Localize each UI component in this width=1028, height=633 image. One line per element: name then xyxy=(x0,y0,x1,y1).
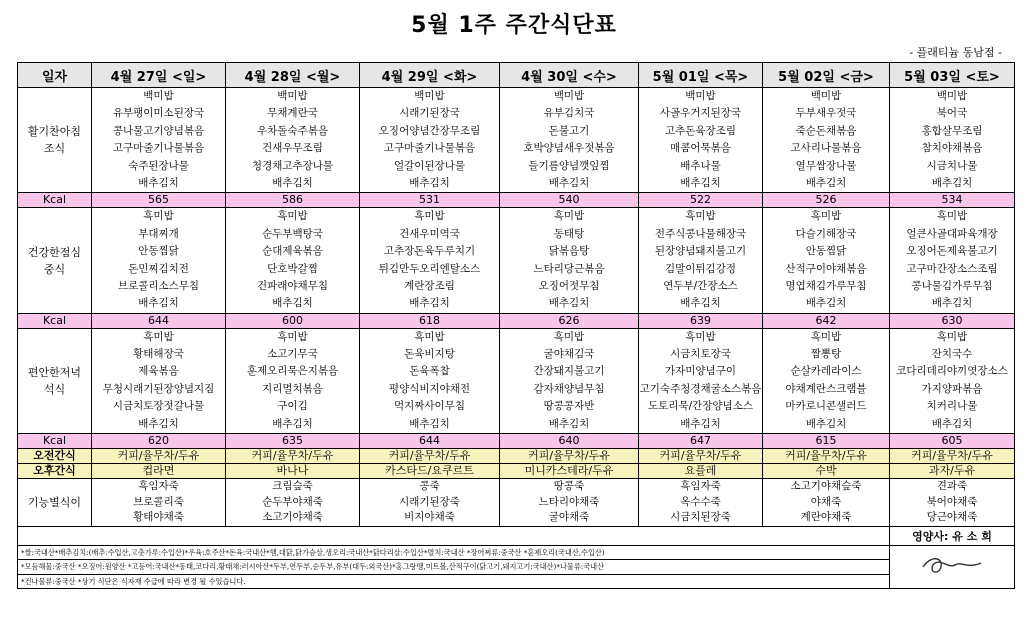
lunch-kcal-row xyxy=(18,313,1015,328)
menu-item: 안동찜닭 xyxy=(138,245,179,258)
menu-item: 소고기무국 xyxy=(267,348,318,361)
menu-item: 땅콩콩자반 xyxy=(543,400,595,413)
menu-item: 돈육비지탕 xyxy=(404,348,455,361)
breakfast-label-line: 활기찬아침 xyxy=(27,125,82,139)
kcal-value: 540 xyxy=(500,193,639,208)
porridge-item: 브로콜리죽 xyxy=(133,495,184,508)
menu-item: 배추김치 xyxy=(272,417,313,430)
breakfast-day-cell xyxy=(500,88,639,193)
kcal-value: 620 xyxy=(92,434,226,449)
menu-item: 배추김치 xyxy=(680,417,721,430)
menu-item: 순살카레라이스 xyxy=(790,365,862,378)
snack-item: 커피/율무차/두유 xyxy=(639,449,763,464)
dinner-day-cell xyxy=(890,328,1015,433)
breakfast-row xyxy=(18,88,1015,193)
functional-diet-cell xyxy=(360,479,500,527)
notes-row xyxy=(18,574,1015,589)
menu-item: 된장양념돼지불고기 xyxy=(654,245,747,258)
menu-item: 배추김치 xyxy=(931,176,973,189)
kcal-value: 615 xyxy=(763,434,890,449)
kcal-value: 635 xyxy=(226,434,360,449)
menu-item: 두부새우젓국 xyxy=(795,107,857,120)
porridge-item: 느타리야채죽 xyxy=(538,495,600,508)
menu-item: 고구마줄기나물볶음 xyxy=(112,142,205,155)
functional-diet-label: 기능별식이 xyxy=(18,479,92,527)
empty-cell xyxy=(18,526,890,545)
menu-item: 마카로니콘샐러드 xyxy=(785,400,867,413)
menu-item: 무채계란국 xyxy=(267,107,318,120)
menu-item: 흑미밥 xyxy=(936,210,968,223)
menu-item: 배추김치 xyxy=(805,297,847,310)
page-title: 5월 1주 주간식단표 xyxy=(411,13,617,38)
menu-item: 단호박갈찜 xyxy=(267,262,318,275)
kcal-label: Kcal xyxy=(18,434,92,449)
menu-item: 야채계란스크램블 xyxy=(785,382,867,395)
date-header-day: 4월 30일 <수> xyxy=(500,63,639,88)
menu-item: 고구마줄기나물볶음 xyxy=(383,142,476,155)
functional-diet-cell xyxy=(639,479,763,527)
breakfast-day-cell xyxy=(639,88,763,193)
breakfast-kcal-row xyxy=(18,193,1015,208)
menu-item: 브로콜리소스무침 xyxy=(117,279,200,292)
menu-item: 배추김치 xyxy=(138,417,179,430)
menu-item: 간장돼지불고기 xyxy=(533,365,605,378)
menu-item: 가자미양념구이 xyxy=(664,365,736,378)
pm-snack-row xyxy=(18,464,1015,479)
date-header-day: 4월 27일 <일> xyxy=(92,63,226,88)
porridge-item: 계란야채죽 xyxy=(800,511,852,524)
porridge-item: 흑임자죽 xyxy=(138,480,179,493)
menu-item: 연두부/간장소스 xyxy=(663,279,738,292)
lunch-day-cell xyxy=(360,208,500,313)
menu-item: 배추김치 xyxy=(272,297,313,310)
functional-diet-row xyxy=(18,479,1015,527)
header-row xyxy=(18,63,1015,88)
menu-item: 돈불고기 xyxy=(548,124,590,137)
menu-item: 굴야채김국 xyxy=(543,348,595,361)
weekly-menu-table xyxy=(17,62,1015,589)
lunch-day-cell xyxy=(500,208,639,313)
lunch-day-cell xyxy=(763,208,890,313)
dinner-day-cell xyxy=(763,328,890,433)
porridge-item: 견과죽 xyxy=(936,480,968,493)
snack-item: 바나나 xyxy=(226,464,360,479)
menu-item: 돈육폭찹 xyxy=(409,365,450,378)
origin-note: *건나물류:중국산 *상기 식단은 식자재 수급에 따라 변경 될 수있습니다. xyxy=(18,574,890,589)
porridge-item: 소고기야채죽 xyxy=(262,511,323,524)
menu-item: 배추김치 xyxy=(805,417,847,430)
breakfast-day-cell xyxy=(226,88,360,193)
kcal-value: 534 xyxy=(890,193,1015,208)
menu-item: 구이김 xyxy=(277,400,308,413)
date-header-day: 5월 01일 <목> xyxy=(639,63,763,88)
menu-item: 흑미밥 xyxy=(936,330,968,343)
menu-item: 닭볶음탕 xyxy=(548,245,590,258)
menu-item: 부대찌개 xyxy=(138,227,179,240)
menu-item: 가지양파볶음 xyxy=(921,382,983,395)
breakfast-label xyxy=(18,88,92,193)
dinner-day-cell xyxy=(500,328,639,433)
kcal-value: 531 xyxy=(360,193,500,208)
menu-item: 유부팽이미소된장국 xyxy=(112,107,205,120)
menu-item: 백미밥 xyxy=(553,90,585,102)
kcal-value: 526 xyxy=(763,193,890,208)
menu-item: 호박양념새우젓볶음 xyxy=(523,142,615,155)
menu-item: 제육볶음 xyxy=(138,365,179,378)
menu-item: 짬뽕탕 xyxy=(810,348,842,361)
snack-item: 요플레 xyxy=(639,464,763,479)
menu-item: 들기름양념깻잎찜 xyxy=(528,159,610,172)
notes-row xyxy=(18,545,1015,560)
dinner-row xyxy=(18,328,1015,433)
snack-item: 커피/율무차/두유 xyxy=(92,449,226,464)
menu-item: 백미밥 xyxy=(936,90,968,102)
breakfast-day-cell xyxy=(890,88,1015,193)
menu-item: 흑미밥 xyxy=(143,330,174,343)
porridge-item: 야채죽 xyxy=(810,495,842,508)
kcal-value: 626 xyxy=(500,313,639,328)
porridge-item: 황태야채죽 xyxy=(133,511,184,524)
snack-item: 커피/율무차/두유 xyxy=(890,449,1015,464)
menu-item: 지리멸치볶음 xyxy=(262,382,323,395)
lunch-day-cell xyxy=(92,208,226,313)
kcal-value: 640 xyxy=(500,434,639,449)
porridge-item: 굴야채죽 xyxy=(548,511,590,524)
kcal-value: 600 xyxy=(226,313,360,328)
dinner-label-line: 석식 xyxy=(43,382,66,396)
menu-item: 순두부백탕국 xyxy=(262,227,323,240)
functional-diet-cell xyxy=(500,479,639,527)
functional-diet-cell xyxy=(92,479,226,527)
menu-item: 흑미밥 xyxy=(277,330,308,343)
menu-item: 숙주된장나물 xyxy=(128,159,189,172)
menu-item: 얼큰사골대파육개장 xyxy=(906,227,998,240)
menu-item: 흑미밥 xyxy=(553,210,585,223)
date-header-day: 4월 28일 <월> xyxy=(226,63,360,88)
menu-item: 흑미밥 xyxy=(685,210,716,223)
lunch-day-cell xyxy=(226,208,360,313)
menu-item: 튀김만두오리엔탈소스 xyxy=(378,262,481,275)
breakfast-day-cell xyxy=(360,88,500,193)
menu-item: 흑미밥 xyxy=(143,210,174,223)
menu-item: 백미밥 xyxy=(143,90,174,102)
menu-item: 계란장조림 xyxy=(404,279,455,292)
kcal-value: 644 xyxy=(92,313,226,328)
menu-item: 오징어돈제육불고기 xyxy=(906,245,998,258)
menu-item: 동태탕 xyxy=(553,227,585,240)
porridge-item: 소고기야채슾죽 xyxy=(790,480,862,493)
kcal-value: 586 xyxy=(226,193,360,208)
menu-item: 배추김치 xyxy=(931,297,973,310)
menu-item: 배추김치 xyxy=(931,417,973,430)
menu-item: 시금치나물 xyxy=(926,159,978,172)
menu-item: 시금치토장국 xyxy=(670,348,731,361)
menu-item: 북어국 xyxy=(936,107,968,120)
menu-item: 배추김치 xyxy=(409,417,450,430)
porridge-item: 북어야채죽 xyxy=(926,495,978,508)
menu-item: 백미밥 xyxy=(685,90,716,102)
menu-item: 흑미밥 xyxy=(414,210,445,223)
kcal-label: Kcal xyxy=(18,193,92,208)
menu-item: 오징어양념간장무조림 xyxy=(378,124,481,137)
snack-item: 커피/율무차/두유 xyxy=(226,449,360,464)
signature-icon xyxy=(917,551,987,579)
breakfast-day-cell xyxy=(763,88,890,193)
restaurant-name: - 플래티늄 동남점 - xyxy=(909,46,1002,59)
menu-item: 고추돈육장조림 xyxy=(664,124,736,137)
menu-item: 김말이튀김강정 xyxy=(664,262,736,275)
snack-item: 커피/율무차/두유 xyxy=(500,449,639,464)
menu-item: 사골우거지된장국 xyxy=(659,107,742,120)
kcal-value: 605 xyxy=(890,434,1015,449)
menu-item: 건새우미역국 xyxy=(399,227,460,240)
dinner-day-cell xyxy=(226,328,360,433)
snack-item: 카스타드/요쿠르트 xyxy=(360,464,500,479)
nutritionist-row xyxy=(18,526,1015,545)
menu-item: 흑미밥 xyxy=(414,330,445,343)
menu-item: 배추김치 xyxy=(409,176,450,189)
functional-diet-cell xyxy=(890,479,1015,527)
menu-item: 훈제오리묵은지볶음 xyxy=(246,365,339,378)
pm-snack-label: 오후간식 xyxy=(18,464,92,479)
menu-item: 배추김치 xyxy=(138,176,179,189)
menu-item: 시래기된장국 xyxy=(399,107,460,120)
menu-item: 명엽채김가루무침 xyxy=(785,279,867,292)
dinner-day-cell xyxy=(360,328,500,433)
porridge-item: 옥수수죽 xyxy=(680,495,721,508)
snack-item: 수박 xyxy=(763,464,890,479)
lunch-row xyxy=(18,208,1015,313)
kcal-value: 565 xyxy=(92,193,226,208)
menu-item: 참치야채볶음 xyxy=(921,142,983,155)
porridge-item: 크림슾죽 xyxy=(272,480,313,493)
lunch-label-line: 중식 xyxy=(43,262,66,276)
origin-note: *모듬해물:중국산 *오징어:원양산 *고등어:국내산*동태,코다리,황태채:러시아산*두부,연두부,순두부,유부(대두:외국산)*홍그랑땡,미트볼,산적구이(닭고기,돼지고기:국내산)*나물류:국내산 xyxy=(18,560,890,575)
menu-item: 산적구이야채볶음 xyxy=(785,262,867,275)
menu-item: 무청시래기된장양념지짐 xyxy=(102,382,215,395)
menu-item: 백미밥 xyxy=(810,90,842,102)
porridge-item: 콩죽 xyxy=(419,480,440,493)
porridge-item: 비지야채죽 xyxy=(404,511,455,524)
date-header-label: 일자 xyxy=(18,63,92,88)
menu-item: 치커리나물 xyxy=(926,400,978,413)
menu-item: 콩나물고기양념볶음 xyxy=(112,124,205,137)
kcal-value: 647 xyxy=(639,434,763,449)
menu-item: 배추김치 xyxy=(409,297,450,310)
snack-item: 컵라면 xyxy=(92,464,226,479)
breakfast-day-cell xyxy=(92,88,226,193)
snack-item: 커피/율무차/두유 xyxy=(360,449,500,464)
porridge-item: 땅콩죽 xyxy=(553,480,585,493)
menu-item: 죽순돈채볶음 xyxy=(795,124,857,137)
am-snack-label: 오전간식 xyxy=(18,449,92,464)
menu-item: 평양식비지야채전 xyxy=(388,382,471,395)
functional-diet-cell xyxy=(226,479,360,527)
kcal-value: 630 xyxy=(890,313,1015,328)
menu-item: 건새우무조림 xyxy=(262,142,323,155)
menu-item: 배추나물 xyxy=(680,159,721,172)
menu-item: 유부김치국 xyxy=(543,107,595,120)
dinner-kcal-row xyxy=(18,434,1015,449)
menu-item: 감자채양념무침 xyxy=(533,382,605,395)
dinner-label xyxy=(18,328,92,433)
kcal-value: 639 xyxy=(639,313,763,328)
signature xyxy=(890,545,1015,589)
porridge-item: 흑임자죽 xyxy=(680,480,721,493)
menu-item: 얼갈이된장나물 xyxy=(393,159,465,172)
menu-item: 콩나물김가루무침 xyxy=(911,279,993,292)
menu-item: 먹지짜사이무침 xyxy=(393,400,465,413)
notes-row xyxy=(18,560,1015,575)
date-header-day: 5월 03일 <토> xyxy=(890,63,1015,88)
menu-item: 시금치토장젓갈나물 xyxy=(112,400,205,413)
menu-item: 흑미밥 xyxy=(685,330,716,343)
menu-item: 고사리나물볶음 xyxy=(790,142,862,155)
menu-item: 건파래야채무침 xyxy=(256,279,328,292)
menu-item: 오징어젓무침 xyxy=(538,279,600,292)
menu-item: 배추김치 xyxy=(272,176,313,189)
breakfast-label-line: 조식 xyxy=(43,142,66,156)
menu-item: 고구마간장소스조림 xyxy=(906,262,998,275)
kcal-value: 522 xyxy=(639,193,763,208)
snack-item: 커피/율무차/두유 xyxy=(763,449,890,464)
kcal-value: 642 xyxy=(763,313,890,328)
lunch-day-cell xyxy=(639,208,763,313)
menu-item: 백미밥 xyxy=(414,90,445,102)
menu-item: 배추김치 xyxy=(680,297,721,310)
kcal-label: Kcal xyxy=(18,313,92,328)
menu-item: 청경채고추장나물 xyxy=(251,159,334,172)
lunch-label xyxy=(18,208,92,313)
menu-item: 백미밥 xyxy=(277,90,308,102)
kcal-value: 644 xyxy=(360,434,500,449)
snack-item: 미니카스테라/두유 xyxy=(500,464,639,479)
dinner-day-cell xyxy=(92,328,226,433)
menu-item: 배추김치 xyxy=(680,176,721,189)
menu-item: 열무쌈장나물 xyxy=(795,159,857,172)
menu-item: 홍합살무조림 xyxy=(921,124,983,137)
date-header-day: 5월 02일 <금> xyxy=(763,63,890,88)
menu-item: 배추김치 xyxy=(548,297,590,310)
functional-diet-cell xyxy=(763,479,890,527)
dinner-day-cell xyxy=(639,328,763,433)
menu-item: 다슬기해장국 xyxy=(795,227,857,240)
menu-item: 흑미밥 xyxy=(810,210,842,223)
menu-item: 배추김치 xyxy=(548,176,590,189)
menu-item: 배추김치 xyxy=(548,417,590,430)
menu-item: 흑미밥 xyxy=(277,210,308,223)
menu-item: 돈민찌김치전 xyxy=(128,262,189,275)
nutritionist-name: 영양사: 유 소 희 xyxy=(890,526,1015,545)
menu-item: 고기숙주청경채굴소스볶음 xyxy=(639,382,762,395)
porridge-item: 순두부야채죽 xyxy=(262,495,323,508)
porridge-item: 시래기된장죽 xyxy=(399,495,460,508)
menu-item: 흑미밥 xyxy=(553,330,585,343)
kcal-value: 618 xyxy=(360,313,500,328)
porridge-item: 당근야채죽 xyxy=(926,511,978,524)
menu-item: 매콤어묵볶음 xyxy=(670,142,731,155)
menu-item: 느타리당근볶음 xyxy=(533,262,605,275)
menu-item: 황태해장국 xyxy=(133,348,184,361)
origin-note: *쌀:국내산*배추김치:(배추:수입산,고춧가루:수입산)*우육:호주산*돈육:국내산*햄,대닭,닭가슴살,생오리:국내산*닭다리살:수입산*멸치:국내산 *장어찌류:중국산 *훈제오리(국내산,수입산) xyxy=(18,545,890,560)
menu-item: 안동찜닭 xyxy=(805,245,847,258)
menu-item: 고추장돈육두루치기 xyxy=(383,245,476,258)
am-snack-row xyxy=(18,449,1015,464)
lunch-day-cell xyxy=(890,208,1015,313)
menu-item: 흑미밥 xyxy=(810,330,842,343)
menu-item: 배추김치 xyxy=(138,297,179,310)
menu-item: 코다리데리야끼엿장소스 xyxy=(896,365,1008,378)
dinner-label-line: 편안한저녁 xyxy=(27,365,82,379)
lunch-label-line: 건강한점심 xyxy=(27,245,82,259)
menu-item: 순대제육볶음 xyxy=(262,245,323,258)
menu-item: 잔치국수 xyxy=(931,348,973,361)
porridge-item: 시금치된장죽 xyxy=(670,511,731,524)
menu-item: 우차돌숙주볶음 xyxy=(256,124,328,137)
date-header-day: 4월 29일 <화> xyxy=(360,63,500,88)
menu-item: 도토리묵/간장양념소스 xyxy=(648,400,753,413)
menu-item: 배추김치 xyxy=(805,176,847,189)
snack-item: 과자/두유 xyxy=(890,464,1015,479)
menu-item: 전주식콩나물해장국 xyxy=(654,227,747,240)
